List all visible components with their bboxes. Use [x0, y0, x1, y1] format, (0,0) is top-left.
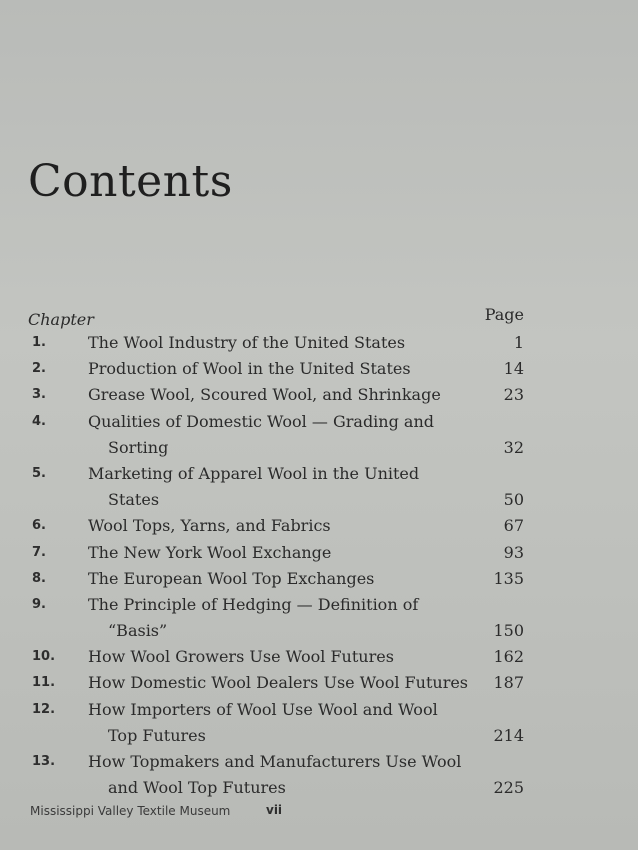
- toc-entry: [0, 356, 638, 382]
- chapter-number: 1.: [32, 335, 46, 350]
- chapter-title: Wool Tops, Yarns, and Fabrics: [88, 516, 331, 536]
- toc-line: [0, 749, 638, 775]
- toc-line: [0, 723, 638, 749]
- chapter-number: 2.: [32, 361, 46, 377]
- toc-line: [0, 356, 638, 382]
- page-number: 67: [503, 516, 524, 536]
- page-number: 93: [503, 542, 524, 562]
- toc-entry: [0, 513, 638, 539]
- page-number: 23: [503, 385, 524, 405]
- toc-line: [0, 697, 638, 723]
- toc-line: [0, 540, 638, 566]
- chapter-title: Top Futures: [108, 725, 206, 745]
- toc-line: [0, 461, 638, 487]
- page-number: 14: [503, 359, 524, 379]
- chapter-title: “Basis”: [108, 621, 168, 641]
- page-title: Contents: [28, 156, 233, 207]
- toc-line: [0, 330, 638, 356]
- chapter-title: Sorting: [108, 437, 169, 457]
- page-number: 187: [493, 673, 524, 693]
- chapter-number: 12.: [32, 701, 56, 717]
- page-column-header: Page: [484, 305, 524, 324]
- chapter-number: 11.: [32, 675, 56, 691]
- toc-entry: [0, 670, 638, 696]
- chapter-number: 7.: [32, 544, 46, 560]
- chapter-title: How Topmakers and Manufacturers Use Wool: [88, 752, 462, 771]
- page-number: 150: [493, 621, 524, 641]
- chapter-title: The Wool Industry of the United States: [88, 333, 406, 352]
- chapter-title: Qualities of Domestic Wool — Grading and: [88, 411, 435, 431]
- chapter-title: and Wool Top Futures: [108, 778, 286, 798]
- table-of-contents: [0, 330, 638, 801]
- toc-entry: [0, 566, 638, 592]
- chapter-title: The European Wool Top Exchanges: [88, 568, 375, 588]
- page-number: 32: [503, 437, 524, 457]
- toc-line: [0, 670, 638, 696]
- chapter-title: How Domestic Wool Dealers Use Wool Futures: [88, 673, 469, 693]
- toc-line: [0, 382, 638, 408]
- chapter-title: Production of Wool in the United States: [88, 359, 411, 379]
- toc-entry: [0, 697, 638, 749]
- toc-entry: [0, 749, 638, 801]
- page-number: 214: [493, 725, 524, 745]
- page-number: 135: [493, 568, 524, 588]
- chapter-column-header: Chapter: [28, 310, 94, 329]
- toc-entry: [0, 644, 638, 670]
- toc-line: [0, 644, 638, 670]
- toc-line: [0, 435, 638, 461]
- toc-line: [0, 487, 638, 513]
- page-number: 225: [493, 778, 524, 798]
- toc-entry: [0, 382, 638, 408]
- toc-line: [0, 513, 638, 539]
- chapter-number: 6.: [32, 518, 46, 534]
- chapter-title: The New York Wool Exchange: [88, 542, 332, 562]
- toc-line: [0, 618, 638, 644]
- chapter-number: 5.: [32, 465, 46, 481]
- museum-credit: Mississippi Valley Textile Museum: [30, 804, 231, 818]
- page-number: 162: [493, 647, 524, 667]
- toc-entry: [0, 409, 638, 461]
- chapter-number: 4.: [32, 413, 46, 429]
- toc-line: [0, 775, 638, 801]
- chapter-number: 10.: [32, 649, 56, 665]
- chapter-title: The Principle of Hedging — Definition of: [88, 594, 419, 614]
- chapter-title: Marketing of Apparel Wool in the United: [88, 463, 420, 483]
- toc-entry: [0, 540, 638, 566]
- chapter-number: 3.: [32, 387, 46, 403]
- chapter-title: Grease Wool, Scoured Wool, and Shrinkage: [88, 385, 441, 405]
- chapter-title: How Wool Growers Use Wool Futures: [88, 647, 394, 667]
- page-number: 50: [503, 490, 524, 510]
- toc-entry: [0, 592, 638, 644]
- toc-entry: [0, 461, 638, 513]
- chapter-number: 13.: [32, 754, 56, 769]
- chapter-title: How Importers of Wool Use Wool and Wool: [88, 699, 438, 719]
- chapter-number: 9.: [32, 596, 46, 612]
- toc-line: [0, 409, 638, 435]
- chapter-number: 8.: [32, 570, 46, 586]
- chapter-title: States: [108, 490, 160, 510]
- toc-line: [0, 566, 638, 592]
- toc-entry: [0, 330, 638, 356]
- toc-line: [0, 592, 638, 618]
- page-folio: vii: [266, 803, 283, 817]
- page-number: 1: [513, 333, 524, 352]
